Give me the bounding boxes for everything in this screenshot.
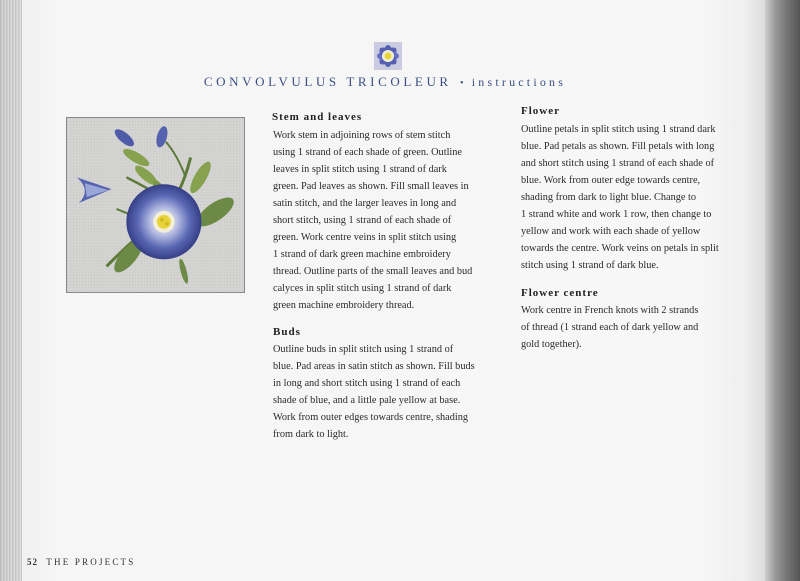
text-line: 1 strand of dark green machine embroidery bbox=[273, 249, 451, 260]
stem-leaves-title: Stem and leaves bbox=[272, 111, 363, 123]
flower-emblem-icon bbox=[374, 42, 402, 70]
text-line: from dark to light. bbox=[273, 429, 349, 440]
header-separator: • bbox=[459, 78, 464, 89]
text-line: gold together). bbox=[521, 339, 582, 350]
text-line: using 1 strand of each shade of green. Outline bbox=[273, 147, 463, 158]
text-line: Work from outer edges towards centre, shading bbox=[273, 412, 469, 423]
text-line: short stitch, using 1 strand of each shade of bbox=[273, 215, 452, 226]
text-line: stitch using 1 strand of dark blue. bbox=[521, 260, 659, 271]
text-line: calyces in split stitch using 1 strand of dark bbox=[273, 283, 452, 294]
text-line: thread. Outline parts of the small leaves and bud bbox=[273, 266, 473, 277]
text-line: green machine embroidery thread. bbox=[273, 300, 415, 311]
flower-centre-title: Flower centre bbox=[521, 287, 599, 299]
buds-title: Buds bbox=[273, 326, 301, 338]
text-line: Outline buds in split stitch using 1 strand of bbox=[273, 344, 454, 355]
text-line: satin stitch, and the larger leaves in long and bbox=[273, 198, 457, 209]
embroidery-photo bbox=[66, 117, 245, 293]
text-line: blue. Work from outer edge towards centre, bbox=[521, 175, 701, 186]
text-line: green. Pad leaves as shown. Fill small leaves in bbox=[273, 181, 469, 192]
flower-text bbox=[521, 121, 719, 274]
stem-leaves-text bbox=[273, 127, 472, 314]
text-line: shading from dark to light blue. Change to bbox=[521, 192, 697, 203]
text-line: yellow and work with each shade of yellow bbox=[521, 226, 701, 237]
text-line: Outline petals in split stitch using 1 strand dark bbox=[521, 124, 716, 135]
text-line: and short stitch using 1 strand of each shade of bbox=[521, 158, 715, 169]
text-line: of thread (1 strand each of dark yellow and bbox=[521, 322, 699, 333]
text-line: Work centre in French knots with 2 strands bbox=[521, 305, 699, 316]
header-title: CONVOLVULUS TRICOLEUR bbox=[203, 74, 452, 89]
page-number: 52 bbox=[27, 557, 38, 567]
text-line: towards the centre. Work veins on petals in split bbox=[521, 243, 719, 254]
book-spine bbox=[765, 0, 800, 581]
flower-centre-text bbox=[521, 302, 698, 353]
text-line: shade of blue, and a little pale yellow at base. bbox=[273, 395, 461, 406]
text-line: in long and short stitch using 1 strand of each bbox=[273, 378, 461, 389]
header-subtitle: instructions bbox=[471, 75, 567, 89]
text-line: 1 strand white and work 1 row, then change to bbox=[521, 209, 712, 220]
text-line: Work stem in adjoining rows of stem stitch bbox=[273, 130, 451, 141]
page-header bbox=[0, 74, 770, 90]
text-line: blue. Pad petals as shown. Fill petals with long bbox=[521, 141, 715, 152]
text-line: green. Work centre veins in split stitch using bbox=[273, 232, 457, 243]
text-line: leaves in split stitch using 1 strand of dark bbox=[273, 164, 447, 175]
text-line: blue. Pad areas in satin stitch as shown. Fill buds bbox=[273, 361, 475, 372]
buds-text bbox=[273, 341, 475, 443]
flower-title: Flower bbox=[521, 105, 560, 117]
running-title: THE PROJECTS bbox=[46, 557, 136, 567]
page-footer bbox=[27, 557, 135, 567]
